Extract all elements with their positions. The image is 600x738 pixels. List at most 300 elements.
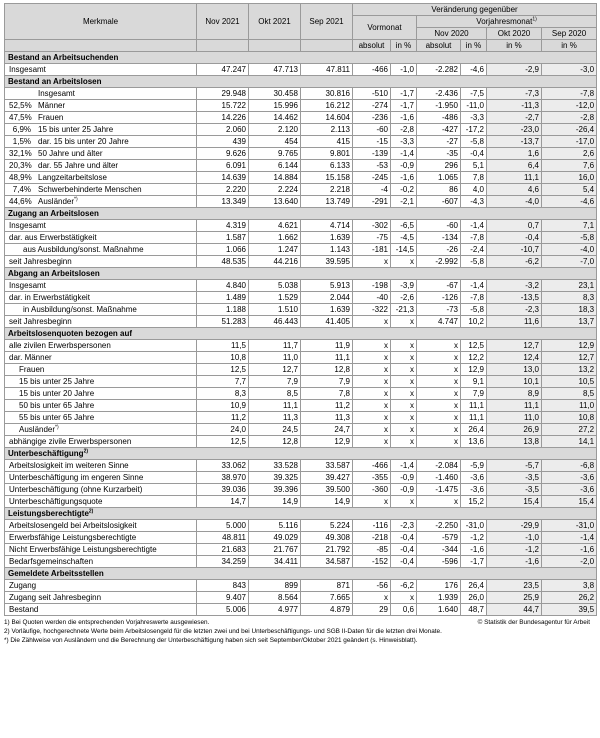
row-label bbox=[5, 544, 197, 556]
table-cell: -2.992 bbox=[417, 256, 461, 268]
section-title-text: Leistungsberechtigte bbox=[8, 509, 89, 518]
table-row bbox=[5, 148, 597, 160]
table-cell: 51.283 bbox=[197, 316, 249, 328]
table-cell: 13.349 bbox=[197, 196, 249, 208]
table-cell: -56 bbox=[353, 580, 391, 592]
table-cell: -3,3 bbox=[391, 136, 417, 148]
table-row bbox=[5, 160, 597, 172]
table-cell: -4,6 bbox=[461, 64, 487, 76]
table-row bbox=[5, 316, 597, 328]
table-row bbox=[5, 424, 597, 436]
section-title-text: Zugang an Arbeitslosen bbox=[8, 209, 99, 218]
table-cell: 5.224 bbox=[301, 520, 353, 532]
table-cell: 5.006 bbox=[197, 604, 249, 616]
row-label bbox=[5, 244, 197, 256]
table-cell: 9.801 bbox=[301, 148, 353, 160]
row-share-percent: 6,9% bbox=[12, 125, 31, 134]
table-cell: x bbox=[417, 352, 461, 364]
table-cell: 4,0 bbox=[461, 184, 487, 196]
table-cell: -2,8 bbox=[542, 112, 597, 124]
table-cell: x bbox=[417, 400, 461, 412]
row-label bbox=[5, 376, 197, 388]
table-cell: 415 bbox=[301, 136, 353, 148]
table-cell: 5.116 bbox=[249, 520, 301, 532]
table-cell: 11,1 bbox=[487, 172, 542, 184]
table-cell: x bbox=[353, 256, 391, 268]
table-cell: x bbox=[391, 364, 417, 376]
table-cell: -466 bbox=[353, 460, 391, 472]
section-header-row bbox=[5, 508, 597, 520]
header-in-pct: in % bbox=[542, 40, 597, 52]
table-cell: -7,5 bbox=[461, 88, 487, 100]
table-cell: 39.500 bbox=[301, 484, 353, 496]
table-cell: -4 bbox=[353, 184, 391, 196]
table-cell: -31,0 bbox=[461, 520, 487, 532]
table-cell: -198 bbox=[353, 280, 391, 292]
table-cell: 23,5 bbox=[487, 580, 542, 592]
table-cell: -579 bbox=[417, 532, 461, 544]
table-cell: 871 bbox=[301, 580, 353, 592]
row-label-text: alle zivilen Erwerbspersonen bbox=[9, 341, 111, 350]
table-row bbox=[5, 256, 597, 268]
table-cell: 30.816 bbox=[301, 88, 353, 100]
table-cell: 296 bbox=[417, 160, 461, 172]
table-cell: -2,0 bbox=[542, 556, 597, 568]
table-cell: 11,0 bbox=[249, 352, 301, 364]
table-cell: -6,2 bbox=[391, 580, 417, 592]
table-cell: 6,4 bbox=[487, 160, 542, 172]
table-cell: -2,8 bbox=[391, 124, 417, 136]
row-label bbox=[5, 520, 197, 532]
table-cell: -360 bbox=[353, 484, 391, 496]
section-title bbox=[5, 76, 597, 88]
table-cell: -0,2 bbox=[391, 184, 417, 196]
table-cell: 21.683 bbox=[197, 544, 249, 556]
table-cell: -1.475 bbox=[417, 484, 461, 496]
table-cell: -26,4 bbox=[542, 124, 597, 136]
footnote-2: 2) Vorläufige, hochgerechnete Werte beim Arbeitslosengeld für die letzten zwei und bei Unterbeschäftigungs- und SGB II-Daten für die letzten drei Monate. bbox=[4, 628, 442, 635]
table-cell: 13,6 bbox=[461, 436, 487, 448]
table-cell: 15,4 bbox=[487, 496, 542, 508]
table-cell: -218 bbox=[353, 532, 391, 544]
table-cell: -0,9 bbox=[391, 484, 417, 496]
header-in-pct: in % bbox=[487, 40, 542, 52]
table-cell: 14,9 bbox=[301, 496, 353, 508]
table-row bbox=[5, 220, 597, 232]
table-cell: x bbox=[353, 400, 391, 412]
section-header-row bbox=[5, 52, 597, 64]
section-title bbox=[5, 448, 597, 460]
table-cell: 38.970 bbox=[197, 472, 249, 484]
table-cell: 5.913 bbox=[301, 280, 353, 292]
row-label bbox=[5, 556, 197, 568]
table-cell: x bbox=[391, 424, 417, 436]
row-label-text: Frauen bbox=[38, 113, 64, 122]
table-cell: -6,8 bbox=[542, 460, 597, 472]
row-label-text: Nicht Erwerbsfähige Leistungsberechtigte bbox=[9, 545, 157, 554]
table-cell: 86 bbox=[417, 184, 461, 196]
table-cell: 39.427 bbox=[301, 472, 353, 484]
row-label-text: Frauen bbox=[19, 365, 45, 374]
section-title bbox=[5, 52, 597, 64]
table-cell: -1,4 bbox=[542, 532, 597, 544]
header-okt-2021: Okt 2021 bbox=[249, 4, 301, 40]
row-label-text: Insgesamt bbox=[9, 281, 46, 290]
table-cell: x bbox=[391, 376, 417, 388]
table-cell: 4.747 bbox=[417, 316, 461, 328]
table-cell: -1.950 bbox=[417, 100, 461, 112]
row-label-text: Ausländer bbox=[19, 425, 56, 434]
table-cell: -607 bbox=[417, 196, 461, 208]
row-label-text: Unterbeschäftigung (ohne Kurzarbeit) bbox=[9, 485, 143, 494]
section-title bbox=[5, 268, 597, 280]
table-cell: 46.443 bbox=[249, 316, 301, 328]
table-cell: 7,9 bbox=[301, 376, 353, 388]
table-cell: -60 bbox=[417, 220, 461, 232]
row-label bbox=[5, 100, 197, 112]
header-vorjahresmonat: Vorjahresmonat$^{1)}$ bbox=[417, 16, 597, 28]
row-label bbox=[5, 472, 197, 484]
row-label-text: dar. 55 Jahre und älter bbox=[38, 161, 119, 170]
table-cell: 26,2 bbox=[542, 592, 597, 604]
table-cell: 21.792 bbox=[301, 544, 353, 556]
header-absolut: absolut bbox=[353, 40, 391, 52]
table-cell: 1.662 bbox=[249, 232, 301, 244]
row-label-text: 15 bis unter 25 Jahre bbox=[38, 125, 114, 134]
table-cell: x bbox=[417, 412, 461, 424]
row-label bbox=[5, 532, 197, 544]
table-cell: 2.218 bbox=[301, 184, 353, 196]
table-cell: 47.247 bbox=[197, 64, 249, 76]
table-row bbox=[5, 100, 597, 112]
row-label-text: in Ausbildung/sonst. Maßnahme bbox=[23, 305, 137, 314]
table-row bbox=[5, 388, 597, 400]
table-cell: 0,6 bbox=[391, 604, 417, 616]
table-cell: 48.811 bbox=[197, 532, 249, 544]
row-share-percent: 47,5% bbox=[9, 113, 32, 122]
table-cell: 10,8 bbox=[197, 352, 249, 364]
table-cell: -5,8 bbox=[461, 256, 487, 268]
table-cell: 12,9 bbox=[301, 436, 353, 448]
source-credit: © Statistik der Bundesagentur für Arbeit bbox=[477, 619, 590, 626]
table-cell: -67 bbox=[417, 280, 461, 292]
table-cell: 39.325 bbox=[249, 472, 301, 484]
row-share-percent: 52,5% bbox=[9, 101, 32, 110]
header-nov-2020: Nov 2020 bbox=[417, 28, 487, 40]
table-cell: 4.879 bbox=[301, 604, 353, 616]
table-cell: 34.411 bbox=[249, 556, 301, 568]
table-cell: -486 bbox=[417, 112, 461, 124]
table-cell: 7,8 bbox=[461, 172, 487, 184]
table-cell: 1.529 bbox=[249, 292, 301, 304]
table-cell: x bbox=[353, 364, 391, 376]
header-blank bbox=[197, 40, 249, 52]
section-title-text: Unterbeschäftigung bbox=[8, 449, 84, 458]
table-cell: x bbox=[417, 436, 461, 448]
table-cell: 39.595 bbox=[301, 256, 353, 268]
table-cell: 9,1 bbox=[461, 376, 487, 388]
footnote-3: *) Die Zählweise von Ausländern und die Berechnung der Unterbeschäftigung haben sich seit September/Oktober 2021 geändert (s. Hinweisblatt). bbox=[4, 637, 418, 644]
row-label-text: 15 bis unter 20 Jahre bbox=[19, 389, 95, 398]
table-row bbox=[5, 412, 597, 424]
table-row bbox=[5, 364, 597, 376]
table-row bbox=[5, 532, 597, 544]
table-cell: 11,6 bbox=[487, 316, 542, 328]
table-cell: -13,5 bbox=[487, 292, 542, 304]
row-label-text: 50 bis unter 65 Jahre bbox=[19, 401, 95, 410]
table-row bbox=[5, 376, 597, 388]
row-label bbox=[5, 352, 197, 364]
table-cell: -0,4 bbox=[391, 544, 417, 556]
table-cell: 8,5 bbox=[249, 388, 301, 400]
table-cell: 9.626 bbox=[197, 148, 249, 160]
table-cell: x bbox=[353, 316, 391, 328]
table-cell: 11,7 bbox=[249, 340, 301, 352]
table-cell: -322 bbox=[353, 304, 391, 316]
row-label-text: Langzeitarbeitslose bbox=[38, 173, 107, 182]
table-cell: 4.840 bbox=[197, 280, 249, 292]
table-cell: -1,2 bbox=[487, 544, 542, 556]
table-row bbox=[5, 520, 597, 532]
table-cell: x bbox=[391, 400, 417, 412]
row-label bbox=[5, 400, 197, 412]
table-cell: 7,1 bbox=[542, 220, 597, 232]
table-cell: -1,4 bbox=[391, 460, 417, 472]
table-cell: 3,8 bbox=[542, 580, 597, 592]
table-cell: -3,6 bbox=[461, 484, 487, 496]
row-share-percent: 1,5% bbox=[12, 137, 31, 146]
row-label-text: Insgesamt bbox=[9, 65, 46, 74]
table-cell: -302 bbox=[353, 220, 391, 232]
table-cell: -4,5 bbox=[391, 232, 417, 244]
row-label bbox=[5, 136, 197, 148]
row-label-text: seit Jahresbeginn bbox=[9, 257, 72, 266]
row-label bbox=[5, 340, 197, 352]
table-row bbox=[5, 556, 597, 568]
table-cell: 16,0 bbox=[542, 172, 597, 184]
row-label bbox=[5, 232, 197, 244]
table-cell: 6.144 bbox=[249, 160, 301, 172]
table-cell: -2,9 bbox=[487, 64, 542, 76]
table-body bbox=[5, 52, 597, 616]
table-cell: 13.640 bbox=[249, 196, 301, 208]
table-cell: 1.639 bbox=[301, 232, 353, 244]
table-cell: -17,0 bbox=[542, 136, 597, 148]
table-row bbox=[5, 124, 597, 136]
table-cell: -344 bbox=[417, 544, 461, 556]
table-cell: 7,7 bbox=[197, 376, 249, 388]
table-cell: -5,7 bbox=[487, 460, 542, 472]
table-cell: 44,7 bbox=[487, 604, 542, 616]
table-cell: -1,6 bbox=[542, 544, 597, 556]
table-cell: -11,0 bbox=[461, 100, 487, 112]
table-cell: -2.282 bbox=[417, 64, 461, 76]
table-cell: 11,1 bbox=[461, 400, 487, 412]
section-header-row bbox=[5, 208, 597, 220]
table-cell: 2.120 bbox=[249, 124, 301, 136]
table-cell: -31,0 bbox=[542, 520, 597, 532]
table-cell: -4,3 bbox=[461, 196, 487, 208]
section-header-row bbox=[5, 268, 597, 280]
table-cell: 12,7 bbox=[249, 364, 301, 376]
row-share-percent: 7,4% bbox=[12, 185, 31, 194]
table-cell: 1.143 bbox=[301, 244, 353, 256]
table-cell: 11,1 bbox=[301, 352, 353, 364]
table-cell: 5.038 bbox=[249, 280, 301, 292]
table-row bbox=[5, 352, 597, 364]
section-header-row bbox=[5, 76, 597, 88]
table-cell: -21,3 bbox=[391, 304, 417, 316]
footnotes bbox=[4, 618, 596, 645]
row-label bbox=[5, 460, 197, 472]
statistics-report bbox=[4, 3, 596, 645]
table-cell: 49.029 bbox=[249, 532, 301, 544]
table-cell: -3,9 bbox=[391, 280, 417, 292]
table-cell: 34.587 bbox=[301, 556, 353, 568]
table-cell: -23,0 bbox=[487, 124, 542, 136]
table-cell: 14.884 bbox=[249, 172, 301, 184]
table-cell: 26,4 bbox=[461, 580, 487, 592]
row-label bbox=[5, 112, 197, 124]
table-cell: 30.458 bbox=[249, 88, 301, 100]
table-row bbox=[5, 340, 597, 352]
table-cell: 10,1 bbox=[487, 376, 542, 388]
table-cell: x bbox=[417, 496, 461, 508]
row-label-text: abhängige zivile Erwerbspersonen bbox=[9, 437, 132, 446]
table-row bbox=[5, 496, 597, 508]
table-cell: x bbox=[391, 340, 417, 352]
table-cell: x bbox=[353, 592, 391, 604]
table-cell: x bbox=[391, 388, 417, 400]
table-cell: -1.460 bbox=[417, 472, 461, 484]
table-cell: 15.158 bbox=[301, 172, 353, 184]
header-vormonat: Vormonat bbox=[353, 16, 417, 40]
row-share-percent: 48,9% bbox=[9, 173, 32, 182]
section-title-text: Abgang an Arbeitslosen bbox=[8, 269, 100, 278]
table-cell: -2.436 bbox=[417, 88, 461, 100]
header-in-pct: in % bbox=[461, 40, 487, 52]
table-row bbox=[5, 112, 597, 124]
table-cell: 12,5 bbox=[197, 364, 249, 376]
footnote-1: 1) Bei Quoten werden die entsprechenden Vorjahreswerte ausgewiesen. bbox=[4, 619, 210, 626]
table-cell: -0,9 bbox=[391, 472, 417, 484]
table-row bbox=[5, 196, 597, 208]
table-cell: 26,4 bbox=[461, 424, 487, 436]
header-okt-2020: Okt 2020 bbox=[487, 28, 542, 40]
table-cell: 14,9 bbox=[249, 496, 301, 508]
table-cell: -1,4 bbox=[391, 148, 417, 160]
table-cell: 33.528 bbox=[249, 460, 301, 472]
table-cell: 176 bbox=[417, 580, 461, 592]
table-cell: -1,7 bbox=[461, 556, 487, 568]
section-header-row bbox=[5, 448, 597, 460]
row-label bbox=[5, 172, 197, 184]
section-title-text: Arbeitslosenquoten bezogen auf bbox=[8, 329, 133, 338]
header-nov-2021: Nov 2021 bbox=[197, 4, 249, 40]
table-cell: 11,0 bbox=[487, 412, 542, 424]
table-cell: 15.996 bbox=[249, 100, 301, 112]
table-cell: x bbox=[391, 496, 417, 508]
table-cell: 29 bbox=[353, 604, 391, 616]
header-sep-2021: Sep 2021 bbox=[301, 4, 353, 40]
table-cell: 39,5 bbox=[542, 604, 597, 616]
table-row bbox=[5, 232, 597, 244]
table-cell: 12,5 bbox=[197, 436, 249, 448]
table-cell: 454 bbox=[249, 136, 301, 148]
row-label bbox=[5, 412, 197, 424]
header-in-pct: in % bbox=[391, 40, 417, 52]
table-cell: 1.489 bbox=[197, 292, 249, 304]
table-cell: x bbox=[391, 592, 417, 604]
table-cell: -27 bbox=[417, 136, 461, 148]
table-cell: -1,6 bbox=[391, 172, 417, 184]
table-cell: -7,0 bbox=[542, 256, 597, 268]
table-row bbox=[5, 580, 597, 592]
row-label bbox=[5, 292, 197, 304]
table-cell: -139 bbox=[353, 148, 391, 160]
table-cell: 41.405 bbox=[301, 316, 353, 328]
table-cell: 12,2 bbox=[461, 352, 487, 364]
table-cell: 33.587 bbox=[301, 460, 353, 472]
table-cell: 5.000 bbox=[197, 520, 249, 532]
table-cell: 9.407 bbox=[197, 592, 249, 604]
table-cell: 10,5 bbox=[542, 376, 597, 388]
row-label bbox=[5, 148, 197, 160]
table-cell: -1,2 bbox=[461, 532, 487, 544]
row-label-text: Insgesamt bbox=[9, 221, 46, 230]
table-row bbox=[5, 136, 597, 148]
table-cell: 1.939 bbox=[417, 592, 461, 604]
row-label-text: dar. 15 bis unter 20 Jahre bbox=[38, 137, 129, 146]
table-cell: -4,0 bbox=[542, 244, 597, 256]
table-row bbox=[5, 184, 597, 196]
table-cell: 0,7 bbox=[487, 220, 542, 232]
table-cell: -5,8 bbox=[542, 232, 597, 244]
table-cell: -355 bbox=[353, 472, 391, 484]
section-title-text: Bestand an Arbeitsuchenden bbox=[8, 53, 119, 62]
header-change-group: Veränderung gegenüber bbox=[353, 4, 597, 16]
row-label bbox=[5, 580, 197, 592]
table-cell: 47.713 bbox=[249, 64, 301, 76]
table-cell: -596 bbox=[417, 556, 461, 568]
table-cell: 1.587 bbox=[197, 232, 249, 244]
table-cell: -3,2 bbox=[487, 280, 542, 292]
table-row bbox=[5, 292, 597, 304]
table-cell: -3,0 bbox=[542, 64, 597, 76]
table-cell: -2.084 bbox=[417, 460, 461, 472]
section-header-row bbox=[5, 328, 597, 340]
table-cell: -3,6 bbox=[542, 484, 597, 496]
table-row bbox=[5, 544, 597, 556]
row-label-text: Bestand bbox=[9, 605, 39, 614]
table-cell: 34.259 bbox=[197, 556, 249, 568]
row-label-text: Unterbeschäftigung im engeren Sinne bbox=[9, 473, 144, 482]
table-cell: 12,8 bbox=[249, 436, 301, 448]
table-cell: 2.060 bbox=[197, 124, 249, 136]
table-cell: 4.977 bbox=[249, 604, 301, 616]
table-cell: -1,6 bbox=[461, 544, 487, 556]
table-cell: 24,5 bbox=[249, 424, 301, 436]
row-label bbox=[5, 604, 197, 616]
table-cell: 8,3 bbox=[197, 388, 249, 400]
table-cell: -5,8 bbox=[461, 136, 487, 148]
table-cell: -1,4 bbox=[461, 220, 487, 232]
labour-market-table bbox=[4, 3, 597, 616]
table-cell: 14.604 bbox=[301, 112, 353, 124]
header-merkmale: Merkmale bbox=[5, 4, 197, 40]
row-label bbox=[5, 388, 197, 400]
table-cell: 13,2 bbox=[542, 364, 597, 376]
